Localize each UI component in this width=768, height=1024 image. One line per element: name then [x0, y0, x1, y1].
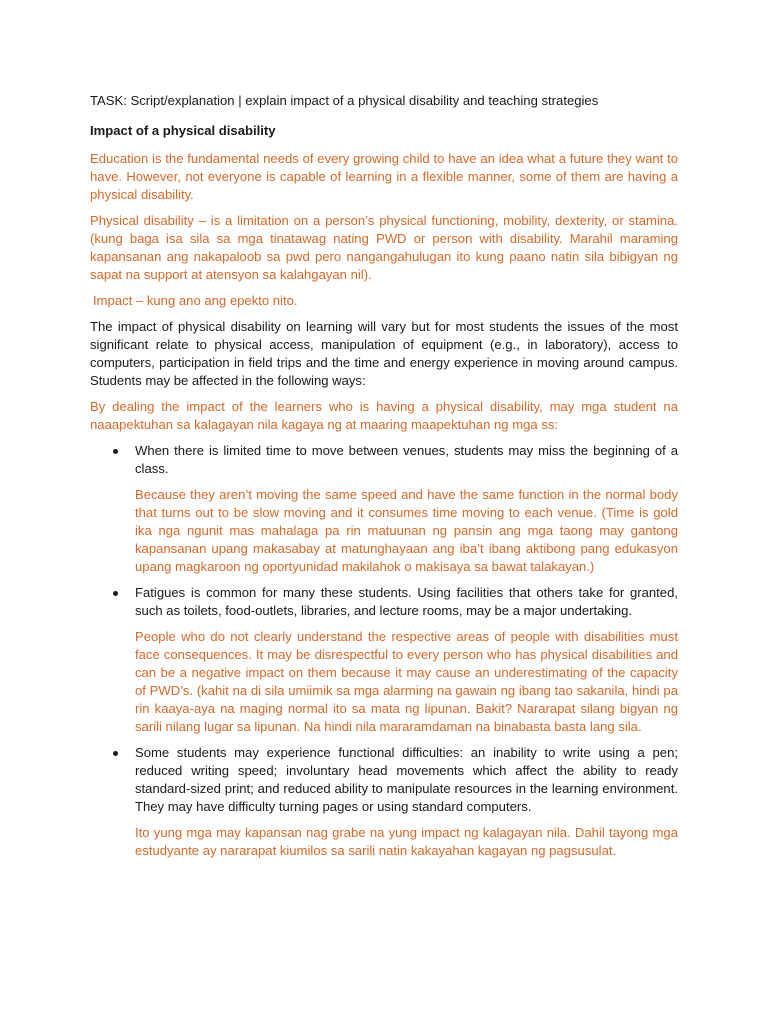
definition-paragraph: Physical disability – is a limitation on a person’s physical functioning, mobility, dexterity, or stamina. (kung baga isa sila sa mga tinatawag nating PWD or person with disability. Marahil maraming kapansanan ang nakapaloob sa pwd pero nangangahulugan ito kung paano natin sila bibigyan ng sapat na support at atensyon sa kalahgayan nil).: [90, 213, 678, 282]
task-line: TASK: Script/explanation | explain impact of a physical disability and teaching strategies: [90, 93, 599, 108]
bullet-text: When there is limited time to move between venues, students may miss the beginning of a class.: [135, 443, 678, 476]
bullet-explanation: Because they aren’t moving the same speed and have the same function in the normal body that turns out to be slow moving and it consumes time moving to each venue. (Time is gold ika nga ngunit mas mahalaga pa rin matuunan ng pansin ang mga taong may gantong kapansanan upang makasabay at matunghayaan ang iba’t ibang aktibong pang edukasyon upang magkaroon ng oportyunidad makilahok o makisaya sa bawat talakayan.): [135, 487, 678, 574]
bullet-explanation: People who do not clearly understand the respective areas of people with disabilities must face consequences. It may be disrespectful to every person who has physical disabilities and can be a negative impact on them because it may cause an underestimating of the capacity of PWD’s. (kahit na di sila umiimik sa mga alarming na gawain ng ibang tao sakanila, hindi pa rin kaaya-aya na maging normal ito sa mata ng lipunan. Bakit? Nararapat silang bigyan ng sarili nilang lugar sa lipunan. Na hindi nila mararamdaman na binabasta basta lang sila.: [135, 629, 678, 734]
bullet-icon: [113, 449, 118, 454]
list-item: [90, 442, 678, 576]
impact-list: [90, 442, 678, 860]
bullet-icon: [113, 751, 118, 756]
bullet-text: Some students may experience functional difficulties: an inability to write using a pen; reduced writing speed; involuntary head movements which affect the ability to ready standard-sized print; and reduced ability to manipulate resources in the learning environment. They may have difficulty turning pages or using standard computers.: [135, 745, 678, 814]
bullet-explanation: Ito yung mga may kapansan nag grabe na yung impact ng kalagayan nila. Dahil tayong mga estudyante ay nararapat kiumilos sa sarili natin kakayahan kagayan ng pagsusulat.: [135, 825, 678, 858]
bullet-icon: [113, 591, 118, 596]
document-page: [90, 92, 678, 868]
dealing-paragraph: By dealing the impact of the learners who is having a physical disability, may mga student na naaapektuhan sa kalagayan nila kagaya ng at maaring maapektuhan ng mga ss:: [90, 399, 678, 432]
intro-paragraph: Education is the fundamental needs of every growing child to have an idea what a future they want to have. However, not everyone is capable of learning in a flexible manner, some of them are having a physical disability.: [90, 151, 678, 202]
list-item: [90, 744, 678, 860]
bullet-text: Fatigues is common for many these students. Using facilities that others take for granted, such as toilets, food-outlets, libraries, and lecture rooms, may be a major undertaking.: [135, 585, 678, 618]
impact-paragraph: The impact of physical disability on learning will vary but for most students the issues of the most significant relate to physical access, manipulation of equipment (e.g., in laboratory), access to computers, participation in field trips and the time and energy experience in moving around campus. Students may be affected in the following ways:: [90, 319, 678, 388]
section-heading: Impact of a physical disability: [90, 123, 276, 138]
impact-definition: Impact – kung ano ang epekto nito.: [93, 293, 298, 308]
list-item: [90, 584, 678, 736]
